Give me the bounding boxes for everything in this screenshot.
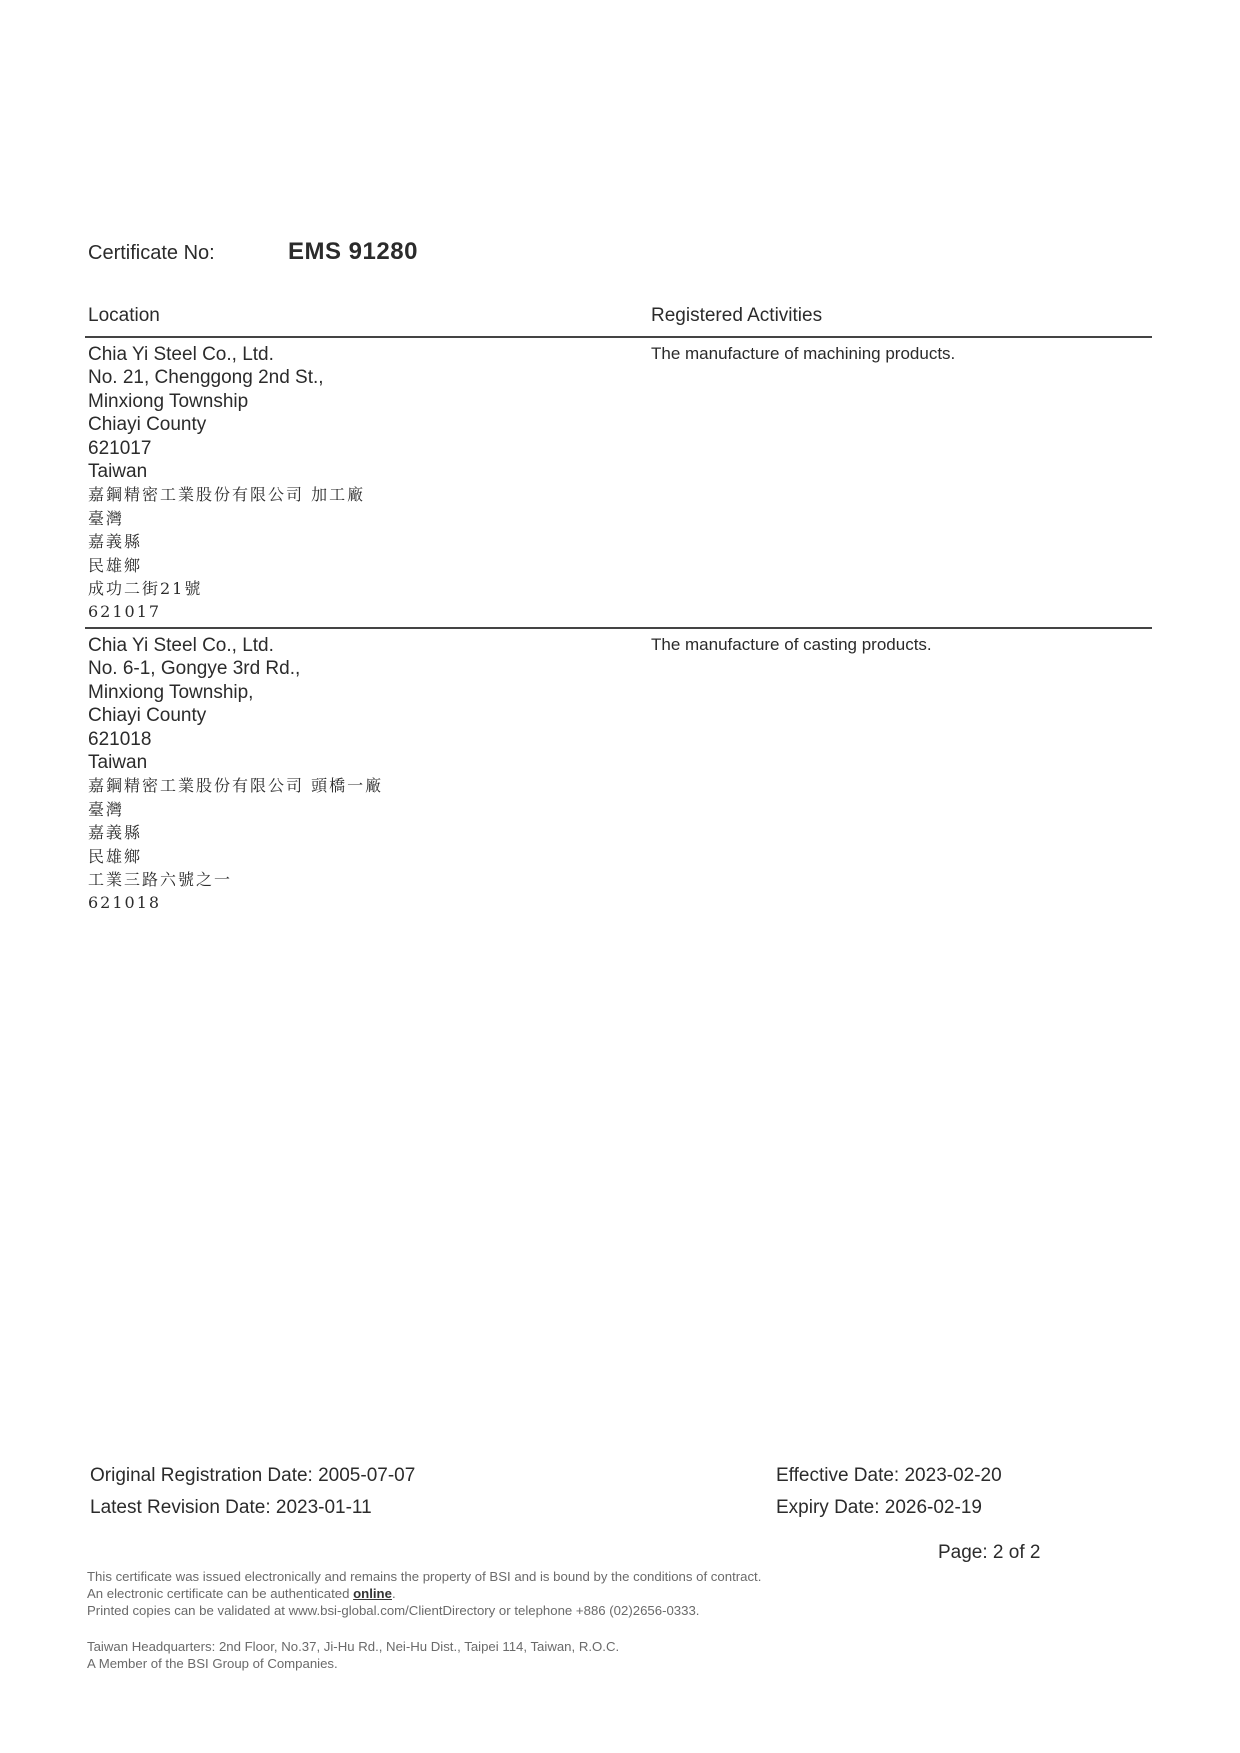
chinese-county: 嘉義縣 <box>88 532 143 552</box>
expiry-date: Expiry Date: 2026-02-19 <box>776 1497 982 1518</box>
chinese-country: 臺灣 <box>88 799 125 819</box>
chinese-street: 成功二街21號 <box>88 579 203 599</box>
activity-cell <box>651 343 1152 624</box>
original-registration-date: Original Registration Date: 2005-07-07 <box>90 1465 416 1486</box>
registered-activity: The manufacture of machining products. <box>651 344 956 363</box>
chinese-company-name: 嘉鋼精密工業股份有限公司 頭橋一廠 <box>88 776 384 796</box>
page-number: Page: 2 of 2 <box>938 1542 1041 1563</box>
footer-headquarters: Taiwan Headquarters: 2nd Floor, No.37, Ji-Hu Rd., Nei-Hu Dist., Taipei 114, Taiwan, R.O.C. <box>87 1639 620 1654</box>
street-address: No. 6-1, Gongye 3rd Rd., <box>88 658 301 680</box>
registration-dates <box>90 1460 415 1524</box>
footer-validation-notice: Printed copies can be validated at www.bsi-global.com/ClientDirectory or telephone +886 (02)2656-0333. <box>87 1603 700 1618</box>
footer-spacer <box>87 1619 761 1638</box>
effective-date: Effective Date: 2023-02-20 <box>776 1465 1002 1486</box>
country: Taiwan <box>88 461 148 483</box>
footer-authentication-line <box>87 1585 761 1602</box>
company-name: Chia Yi Steel Co., Ltd. <box>88 634 274 656</box>
certificate-number: EMS 91280 <box>288 238 418 265</box>
township: Minxiong Township <box>88 390 249 412</box>
postal-code: 621017 <box>88 437 152 459</box>
chinese-postal-code: 621017 <box>88 602 162 622</box>
activities-column-header: Registered Activities <box>651 305 823 326</box>
activity-cell <box>651 634 1152 915</box>
table-row <box>85 629 1152 918</box>
certificate-number-label: Certificate No: <box>88 242 215 264</box>
county: Chiayi County <box>88 705 207 727</box>
validity-dates <box>776 1460 1002 1524</box>
postal-code: 621018 <box>88 728 152 750</box>
certificate-header <box>88 238 418 266</box>
chinese-company-name: 嘉鋼精密工業股份有限公司 加工廠 <box>88 485 366 505</box>
chinese-township: 民雄鄉 <box>88 846 143 866</box>
certificate-footer <box>87 1568 761 1672</box>
chinese-country: 臺灣 <box>88 508 125 528</box>
table-row <box>85 338 1152 629</box>
footer-property-notice: This certificate was issued electronically and remains the property of BSI and is bound by the conditions of contract. <box>87 1569 762 1584</box>
footer-group-member: A Member of the BSI Group of Companies. <box>87 1656 338 1671</box>
online-link[interactable]: online <box>353 1586 392 1601</box>
street-address: No. 21, Chenggong 2nd St., <box>88 367 324 389</box>
chinese-county: 嘉義縣 <box>88 823 143 843</box>
chinese-street: 工業三路六號之一 <box>88 869 233 889</box>
chinese-township: 民雄鄉 <box>88 555 143 575</box>
location-column-header: Location <box>88 305 160 326</box>
table-header-row <box>85 296 1152 338</box>
locations-table <box>85 296 1152 918</box>
township: Minxiong Township, <box>88 681 254 703</box>
county: Chiayi County <box>88 414 207 436</box>
location-cell <box>85 343 651 624</box>
latest-revision-date: Latest Revision Date: 2023-01-11 <box>90 1497 372 1518</box>
registered-activity: The manufacture of casting products. <box>651 634 932 654</box>
chinese-postal-code: 621018 <box>88 893 162 913</box>
country: Taiwan <box>88 751 148 773</box>
company-name: Chia Yi Steel Co., Ltd. <box>88 344 274 365</box>
location-cell <box>85 634 651 915</box>
footer-authentication-suffix: . <box>391 1586 396 1601</box>
footer-authentication-text: An electronic certificate can be authenticated <box>87 1586 354 1601</box>
